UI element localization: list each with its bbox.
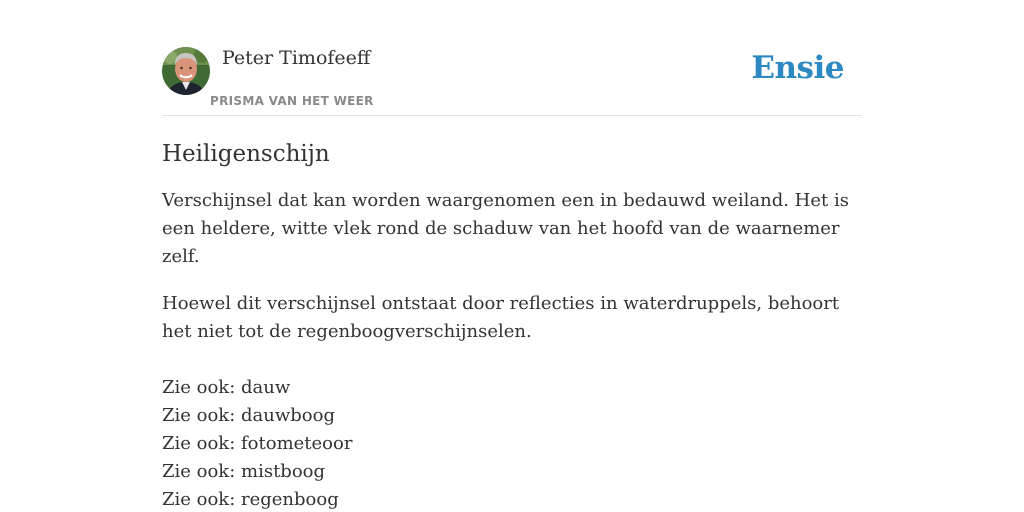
see-also-list — [162, 374, 862, 512]
see-also-link-mistboog[interactable]: Zie ook: mistboog — [162, 461, 326, 482]
source-name[interactable]: PRISMA VAN HET WEER — [210, 94, 374, 108]
article-body — [162, 137, 862, 512]
author-avatar[interactable] — [162, 47, 210, 95]
see-also-link-dauwboog[interactable]: Zie ook: dauwboog — [162, 405, 335, 426]
brand-logo[interactable]: Ensie — [751, 50, 844, 86]
article-paragraph: Hoewel dit verschijnsel ontstaat door reflecties in waterdruppels, behoort het niet tot de regenboogverschijnselen. — [162, 293, 840, 342]
see-also-link-regenboog[interactable]: Zie ook: regenboog — [162, 489, 339, 510]
article-title: Heiligenschijn — [162, 141, 330, 167]
see-also-link-dauw[interactable]: Zie ook: dauw — [162, 377, 291, 398]
see-also-link-fotometeoor[interactable]: Zie ook: fotometeoor — [162, 433, 353, 454]
article-header — [162, 45, 862, 116]
article-paragraph: Verschijnsel dat kan worden waargenomen een in bedauwd weiland. Het is een heldere, witte vlek rond de schaduw van het hoofd van de waarnemer zelf. — [162, 190, 849, 267]
author-name[interactable]: Peter Timofeeff — [222, 47, 371, 69]
avatar-portrait-icon — [162, 47, 210, 95]
